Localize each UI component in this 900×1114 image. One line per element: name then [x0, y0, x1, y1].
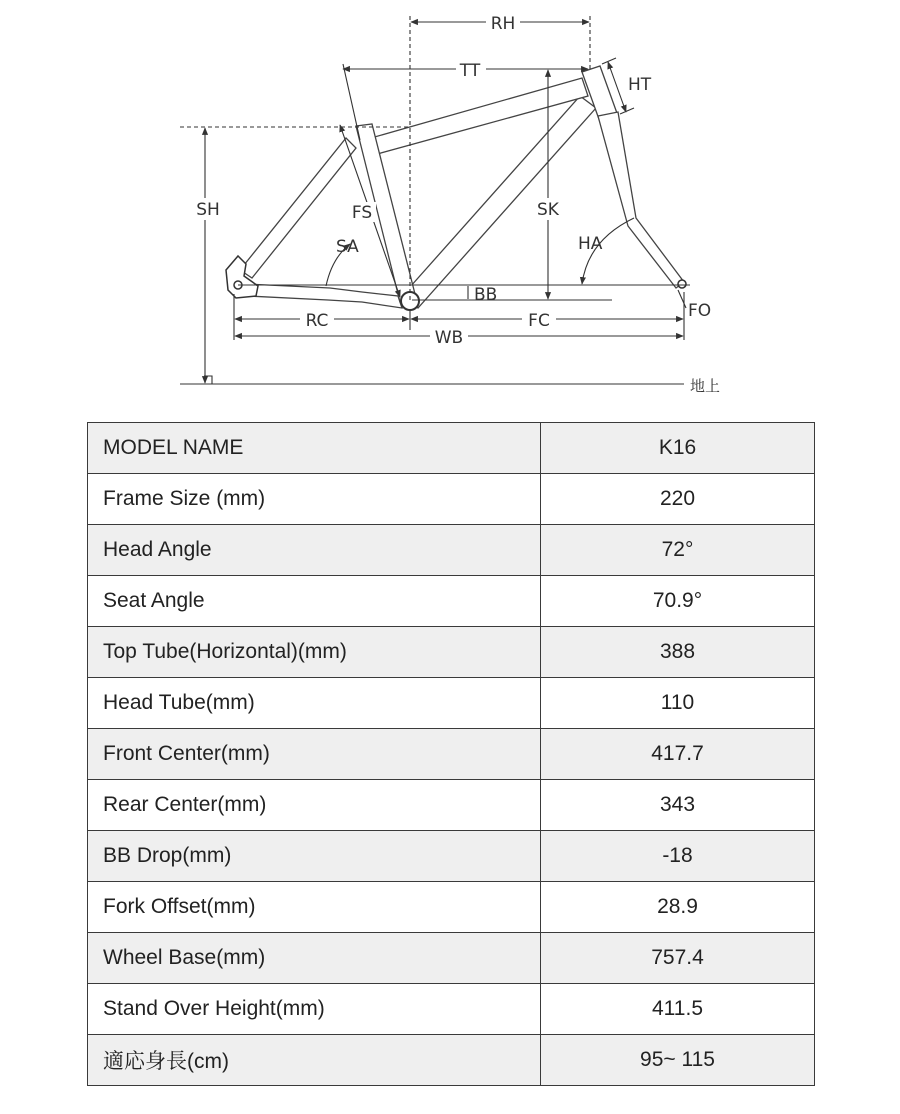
table-row	[88, 729, 815, 780]
spec-table	[87, 422, 815, 1086]
sh-label: SH	[196, 200, 220, 220]
seat-stay	[240, 138, 356, 278]
spec-value: 220	[541, 474, 815, 525]
chain-stay	[246, 284, 402, 308]
wb-label: WB	[434, 328, 464, 348]
bottom-bracket	[401, 292, 419, 310]
spec-value: 757.4	[541, 933, 815, 984]
table-row	[88, 423, 815, 474]
table-row	[88, 984, 815, 1035]
spec-label: MODEL NAME	[88, 423, 541, 474]
rc-label: RC	[305, 311, 329, 331]
sk-label: SK	[537, 200, 559, 220]
frame-geometry-diagram	[0, 0, 900, 410]
tt-label: TT	[459, 61, 481, 81]
spec-value: -18	[541, 831, 815, 882]
spec-label: Fork Offset(mm)	[88, 882, 541, 933]
fc-label: FC	[528, 311, 550, 331]
spec-label: Stand Over Height(mm)	[88, 984, 541, 1035]
spec-label: Frame Size (mm)	[88, 474, 541, 525]
fs-label: FS	[351, 203, 373, 223]
spec-value: 388	[541, 627, 815, 678]
ht-label: HT	[628, 75, 652, 95]
spec-label: Head Angle	[88, 525, 541, 576]
bb-label: BB	[474, 285, 498, 305]
spec-label: BB Drop(mm)	[88, 831, 541, 882]
fork	[598, 112, 684, 288]
spec-value: 411.5	[541, 984, 815, 1035]
spec-table-body	[88, 423, 815, 1086]
table-row	[88, 882, 815, 933]
fo-label: FO	[688, 301, 712, 321]
table-row	[88, 627, 815, 678]
ground-label: 地上	[690, 377, 721, 395]
table-row	[88, 678, 815, 729]
spec-value: 72°	[541, 525, 815, 576]
ha-label: HA	[578, 234, 603, 254]
spec-value: K16	[541, 423, 815, 474]
table-row	[88, 525, 815, 576]
spec-label: 適応身長(cm)	[88, 1035, 541, 1086]
table-row	[88, 933, 815, 984]
fo-dimension	[678, 290, 686, 308]
table-row	[88, 1035, 815, 1086]
spec-value: 343	[541, 780, 815, 831]
tt-left-ref	[343, 64, 360, 140]
spec-value: 417.7	[541, 729, 815, 780]
spec-label: Front Center(mm)	[88, 729, 541, 780]
spec-label: Wheel Base(mm)	[88, 933, 541, 984]
table-row	[88, 780, 815, 831]
spec-value: 28.9	[541, 882, 815, 933]
table-row	[88, 474, 815, 525]
spec-label: Head Tube(mm)	[88, 678, 541, 729]
spec-value: 110	[541, 678, 815, 729]
table-row	[88, 831, 815, 882]
spec-value: 70.9°	[541, 576, 815, 627]
front-dropout	[678, 280, 686, 288]
bicycle-frame	[226, 66, 686, 310]
spec-label: Seat Angle	[88, 576, 541, 627]
table-row	[88, 576, 815, 627]
rh-label: RH	[490, 14, 516, 34]
spec-value: 95~ 115	[541, 1035, 815, 1086]
spec-label: Top Tube(Horizontal)(mm)	[88, 627, 541, 678]
sa-label: SA	[336, 237, 359, 257]
spec-label: Rear Center(mm)	[88, 780, 541, 831]
